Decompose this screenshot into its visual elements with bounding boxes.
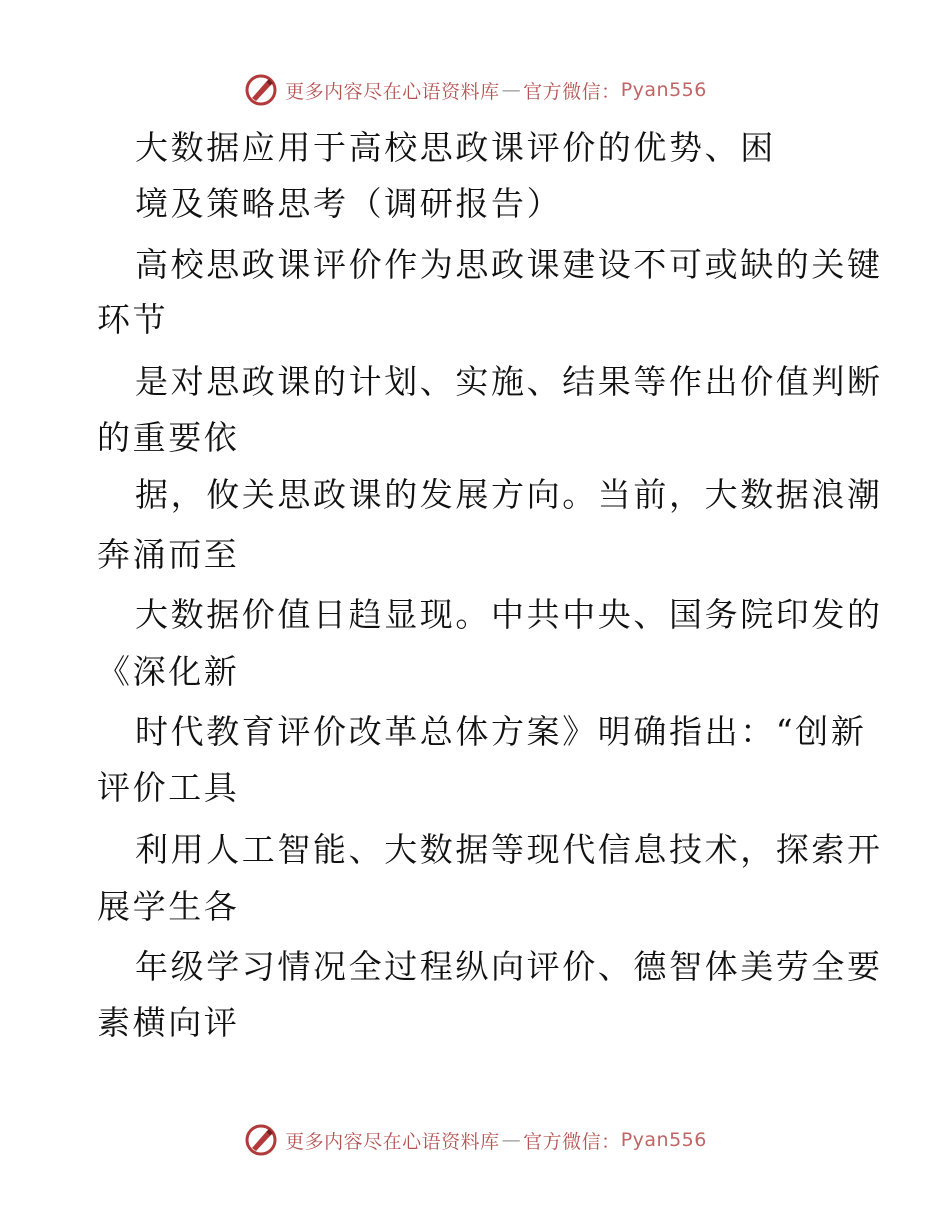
document-line: 《深化新 bbox=[97, 652, 240, 691]
document-line: 境及策略思考（调研报告） bbox=[135, 184, 563, 223]
footer-brand: 更多内容尽在心语资料库 bbox=[285, 1130, 500, 1153]
header-separator: — bbox=[501, 79, 522, 101]
header-wechat-id: Pyan556 bbox=[620, 79, 707, 101]
document-line: 评价工具 bbox=[97, 768, 240, 807]
footer-wechat-label: 官方微信： bbox=[523, 1130, 621, 1153]
document-line: 大数据应用于高校思政课评价的优势、困 bbox=[135, 128, 776, 167]
document-line: 高校思政课评价作为思政课建设不可或缺的关键 bbox=[135, 245, 883, 284]
document-line: 展学生各 bbox=[97, 887, 240, 926]
document-line: 年级学习情况全过程纵向评价、德智体美劳全要 bbox=[135, 947, 883, 986]
header-brand: 更多内容尽在心语资料库 bbox=[285, 80, 500, 103]
document-line: 利用人工智能、大数据等现代信息技术，探索开 bbox=[135, 830, 883, 869]
document-line: 的重要依 bbox=[97, 418, 240, 457]
footer-separator: — bbox=[501, 1129, 522, 1151]
document-line: 时代教育评价改革总体方案》明确指出：“创新 bbox=[135, 712, 867, 751]
document-line: 是对思政课的计划、实施、结果等作出价值判断 bbox=[135, 362, 883, 401]
footer-banner bbox=[0, 1120, 950, 1160]
pen-in-circle-icon bbox=[243, 1122, 279, 1158]
document-line: 据，攸关思政课的发展方向。当前，大数据浪潮 bbox=[135, 475, 883, 514]
document-line: 奔涌而至 bbox=[97, 535, 240, 574]
document-line: 大数据价值日趋显现。中共中央、国务院印发的 bbox=[135, 595, 883, 634]
pen-in-circle-icon bbox=[243, 72, 279, 108]
header-banner bbox=[0, 70, 950, 110]
document-line: 素横向评 bbox=[97, 1003, 240, 1042]
footer-wechat-id: Pyan556 bbox=[620, 1129, 707, 1151]
header-wechat-label: 官方微信： bbox=[523, 80, 621, 103]
document-line: 环节 bbox=[97, 300, 169, 339]
